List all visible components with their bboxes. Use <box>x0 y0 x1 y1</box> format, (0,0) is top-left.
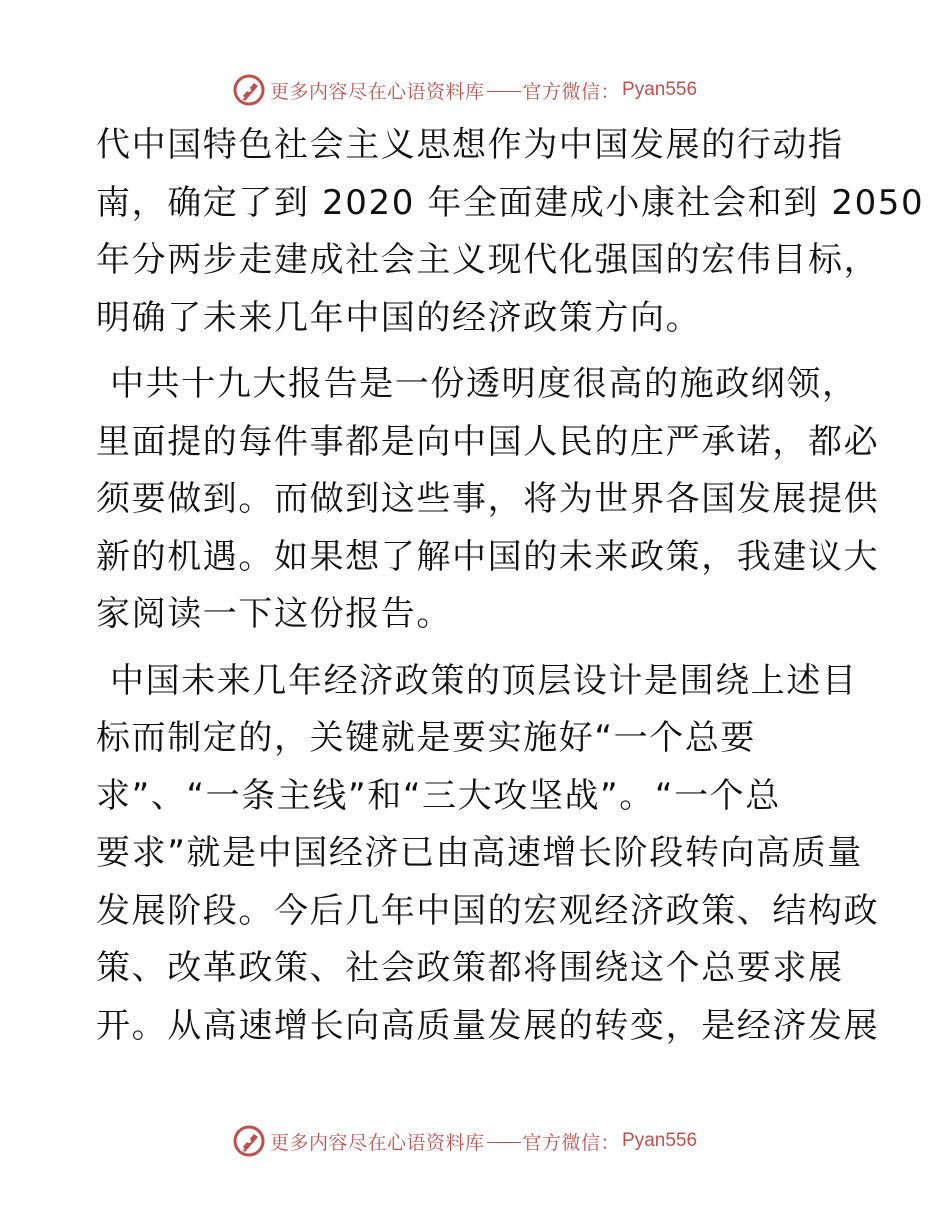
text-line: 家阅读一下这份报告。 <box>96 594 452 634</box>
text-line: 开。从高速增长向高质量发展的转变，是经济发展 <box>96 1005 880 1046</box>
text-line: 明确了未来几年中国的经济政策方向。 <box>96 297 702 338</box>
text-line: 要求”就是中国经济已由高速增长阶段转向高质量 <box>96 833 863 873</box>
text-line: 里面提的每件事都是向中国人民的庄严承诺，都必 <box>96 421 880 462</box>
text-line: 策、改革政策、社会政策都将围绕这个总要求展 <box>96 948 844 988</box>
pen-logo-icon <box>232 73 266 107</box>
text-line: 发展阶段。今后几年中国的宏观经济政策、结构政 <box>96 890 880 931</box>
pen-logo-icon <box>232 1124 266 1158</box>
text-line: 须要做到。而做到这些事，将为世界各国发展提供 <box>96 479 880 519</box>
watermark-text: 更多内容尽在心语资料库 <box>270 80 485 103</box>
text-line: 代中国特色社会主义思想作为中国发展的行动指 <box>96 125 844 165</box>
paragraph <box>96 356 880 644</box>
watermark-channel: 官方微信： <box>522 80 621 103</box>
paragraph <box>96 653 880 1056</box>
text-line: 年分两步走建成社会主义现代化强国的宏伟目标， <box>96 240 880 280</box>
footer-watermark <box>232 1123 697 1159</box>
watermark-account: Pyan556 <box>622 1130 698 1151</box>
text-line: 求”、“一条主线”和“三大攻坚战”。“一个总 <box>96 775 781 816</box>
watermark-dash <box>487 1142 521 1143</box>
text-line: 南，确定了到 2020 年全面建成小康社会和到 2050 <box>96 182 925 223</box>
watermark-dash <box>487 91 521 92</box>
text-line: 新的机遇。如果想了解中国的未来政策，我建议大 <box>96 536 880 577</box>
text-line: 中国未来几年经济政策的顶层设计是围绕上述目 <box>110 660 858 701</box>
watermark-channel: 官方微信： <box>522 1131 621 1154</box>
text-line: 标而制定的，关键就是要实施好“一个总要 <box>96 718 757 758</box>
text-line: 中共十九大报告是一份透明度很高的施政纲领， <box>110 364 858 404</box>
paragraph <box>96 117 925 347</box>
document-body <box>96 117 925 1055</box>
watermark-account: Pyan556 <box>622 79 698 100</box>
watermark-text: 更多内容尽在心语资料库 <box>270 1131 485 1154</box>
header-watermark <box>232 72 697 108</box>
